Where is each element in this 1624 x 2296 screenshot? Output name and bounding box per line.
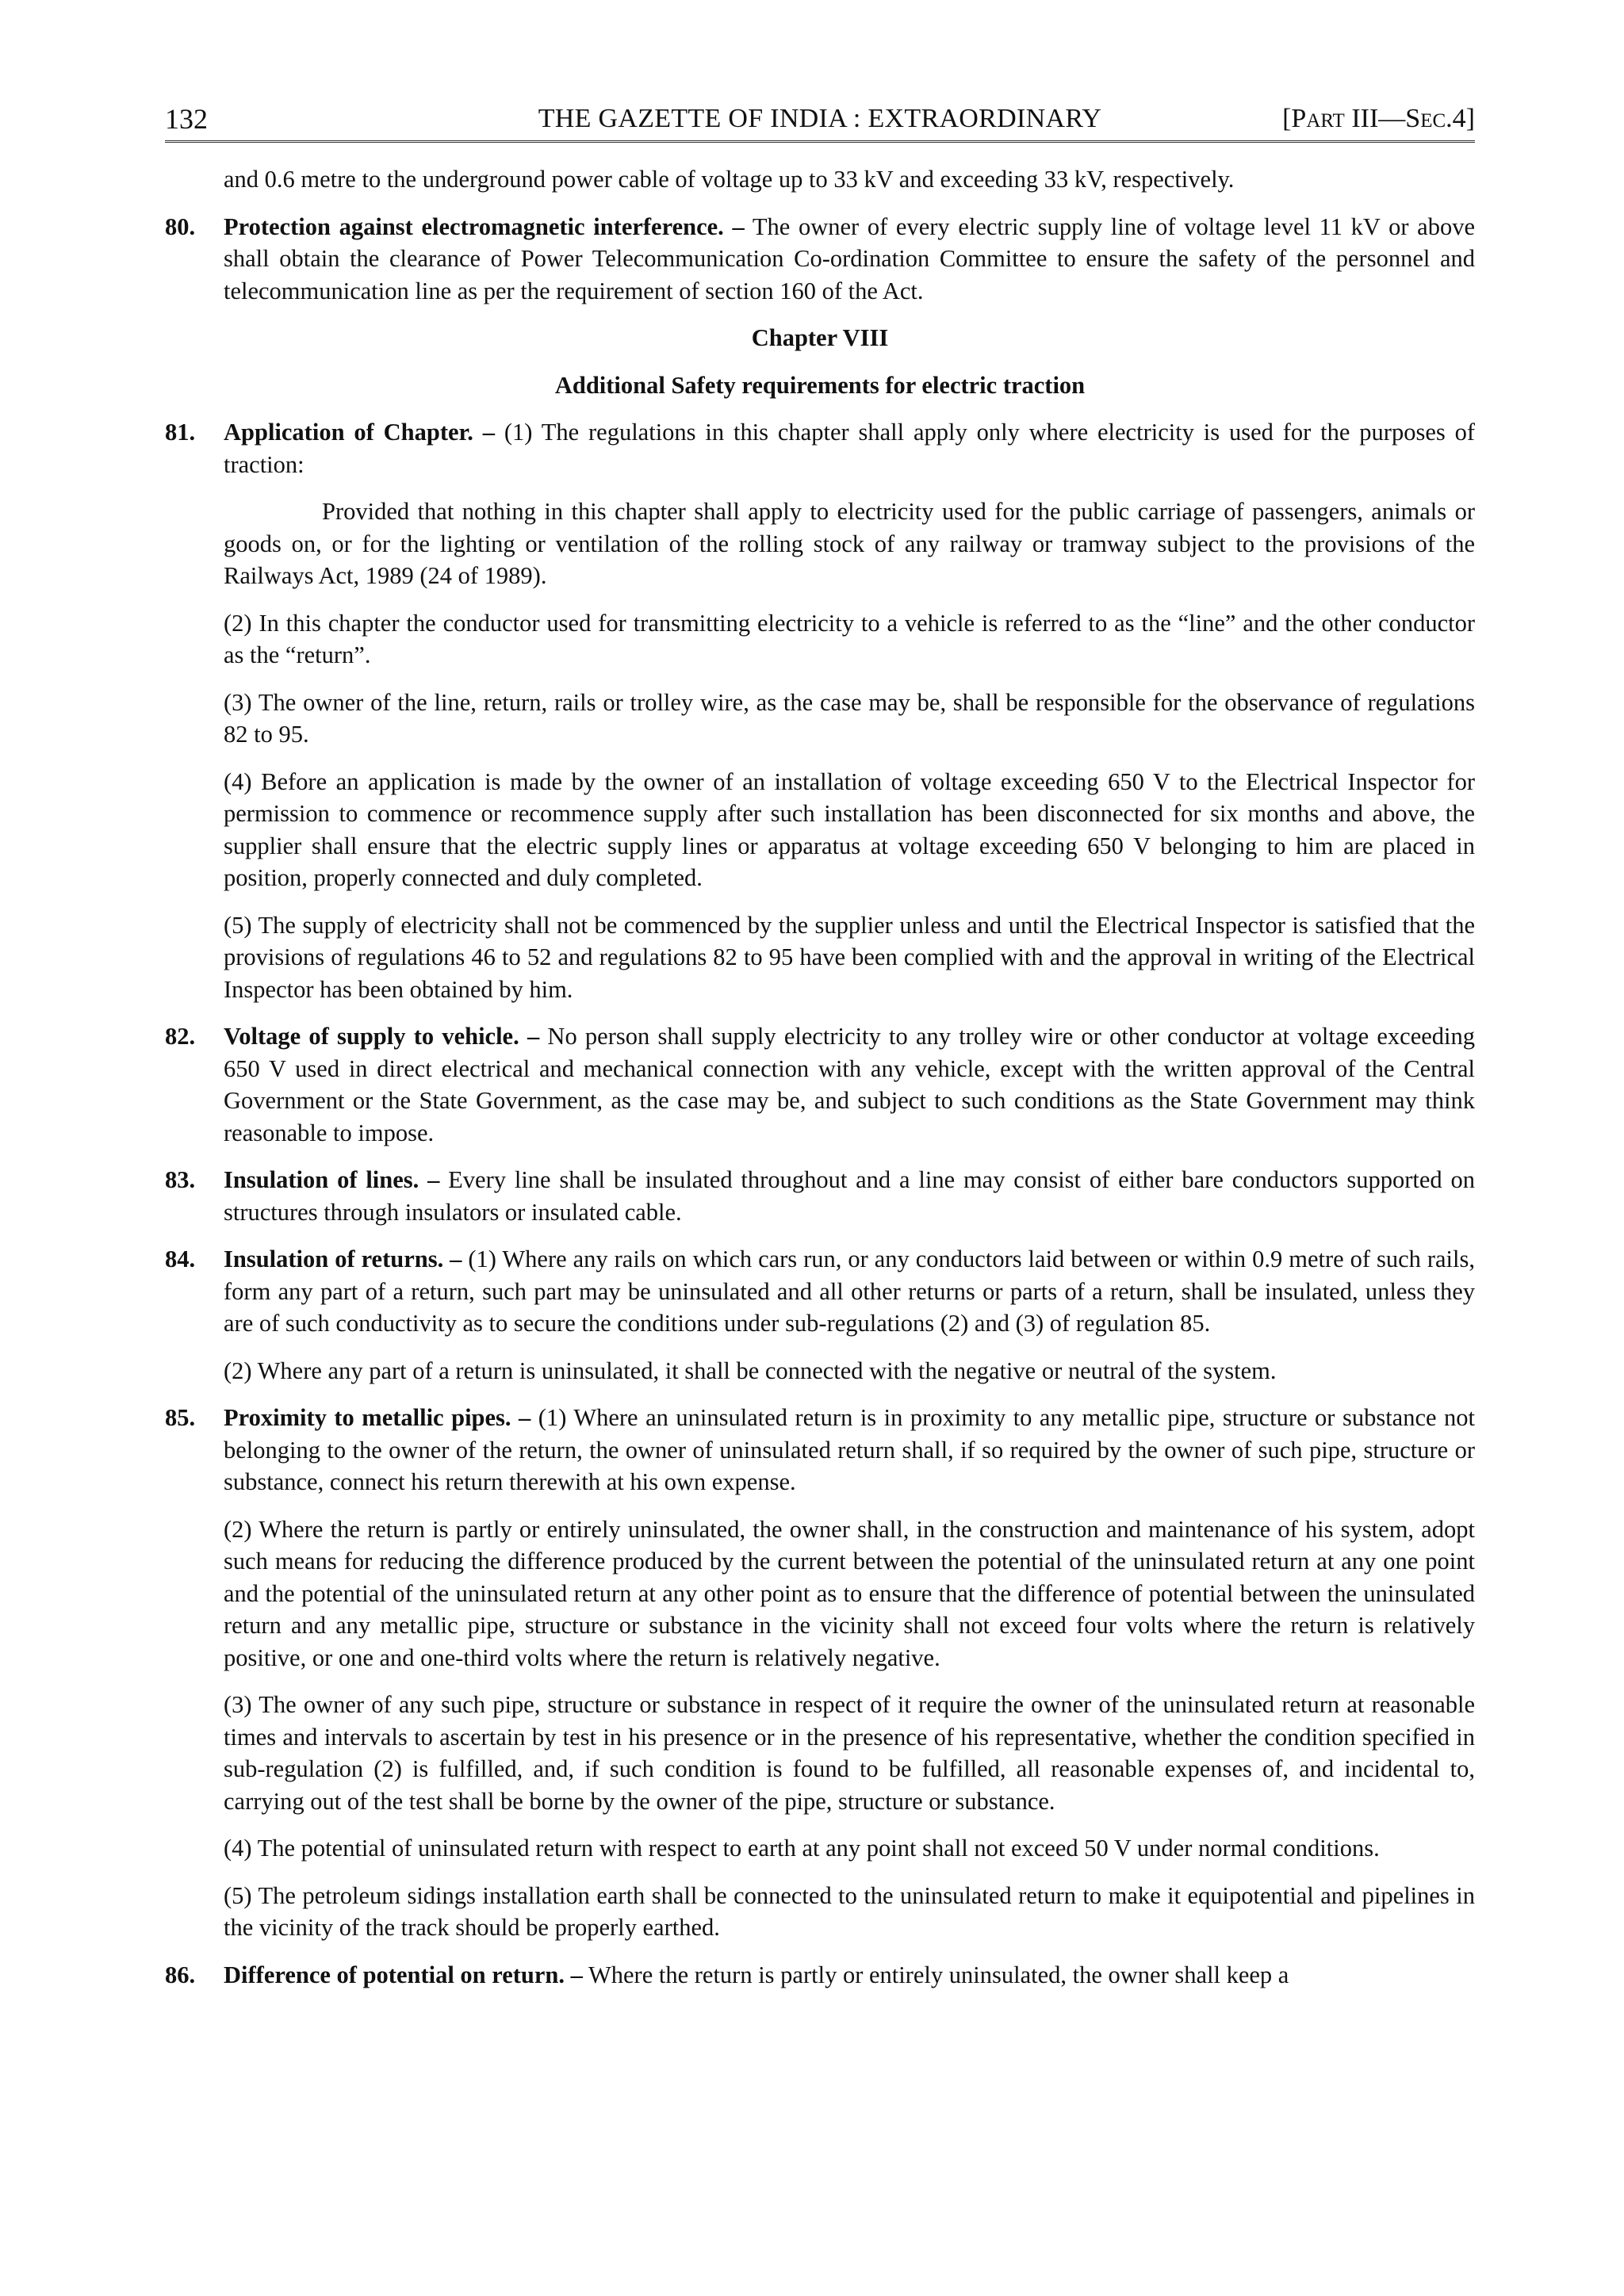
chapter-subtitle: Additional Safety requirements for electric traction xyxy=(554,371,1086,399)
regulation-text: Where the return is partly or entirely uninsulated, the owner shall keep a xyxy=(582,1961,1289,1988)
regulation-heading: Protection against electromagnetic interference. – xyxy=(224,212,745,240)
regulation-number: 86. xyxy=(165,1961,196,1988)
regulation-number: 83. xyxy=(165,1166,196,1193)
page-number: 132 xyxy=(165,103,208,135)
sub-regulation-85-4: (4) The potential of uninsulated return with respect to earth at any point shall not exceed 50 V under normal conditions. xyxy=(224,1835,1380,1862)
regulation-heading: Voltage of supply to vehicle. – xyxy=(224,1023,540,1050)
regulation-80 xyxy=(165,211,1475,308)
running-header xyxy=(165,98,1475,140)
regulation-number: 85. xyxy=(165,1404,196,1431)
regulation-number: 81. xyxy=(165,419,196,446)
regulation-82 xyxy=(165,1020,1475,1149)
proviso: Provided that nothing in this chapter shall apply to electricity used for the public carriage of passengers, animals or goods on, or for the lighting or ventilation of the rolling stock of any railway or tramway subject to the provisions of the Railways Act, 1989 (24 of 1989). xyxy=(224,498,1475,589)
regulation-84 xyxy=(165,1243,1475,1340)
sub-regulation-81-4: (4) Before an application is made by the owner of an installation of voltage exceeding 650 V to the Electrical Inspector for permission to commence or recommence supply after such installation has been disconnected for six months and above, the supplier shall ensure that the electric supply lines or apparatus at voltage exceeding 650 V belonging to him are placed in position, properly connected and duly completed. xyxy=(224,767,1475,891)
sub-regulation-81-3: (3) The owner of the line, return, rails or trolley wire, as the case may be, shall be responsible for the observance of regulations 82 to 95. xyxy=(224,688,1475,748)
regulation-heading: Proximity to metallic pipes. – xyxy=(224,1404,531,1431)
regulation-81 xyxy=(165,416,1475,480)
sub-regulation-85-5: (5) The petroleum sidings installation earth shall be connected to the uninsulated return to make it equipotential and pipelines in the vicinity of the track should be properly earthed. xyxy=(224,1881,1475,1941)
regulation-86 xyxy=(165,1959,1475,1992)
gazette-title: THE GAZETTE OF INDIA : EXTRAORDINARY xyxy=(538,104,1102,133)
sub-regulation-85-3: (3) The owner of any such pipe, structure or substance in respect of it require the owner of the uninsulated return at reasonable times and intervals to ascertain by test in his presence or in the presence of his representative, whether the condition specified in sub-regulation (2) is fulfilled, and, if such condition is found to be fulfilled, all reasonable expenses of, and incidental to, carrying out of the test shall be borne by the owner of the pipe, structure or substance. xyxy=(224,1691,1475,1815)
header-rule xyxy=(165,140,1475,143)
regulation-number: 84. xyxy=(165,1246,196,1272)
regulation-text: Every line shall be insulated throughout and a line may consist of either bare conductors supported on structures through insulators or insulated cable. xyxy=(224,1166,1475,1226)
regulation-text: (1) The regulations in this chapter shall apply only where electricity is used for the purposes of traction: xyxy=(224,419,1475,478)
regulation-heading: Difference of potential on return. – xyxy=(224,1961,583,1988)
sub-regulation-84-2: (2) Where any part of a return is uninsulated, it shall be connected with the negative or neutral of the system. xyxy=(224,1357,1277,1384)
chapter-title: Chapter VIII xyxy=(751,324,889,351)
regulation-heading: Insulation of returns. – xyxy=(224,1246,462,1272)
regulation-85 xyxy=(165,1402,1475,1498)
regulation-heading: Insulation of lines. – xyxy=(224,1166,440,1193)
sub-regulation-85-2: (2) Where the return is partly or entirely uninsulated, the owner shall, in the construction and maintenance of his system, adopt such means for reducing the difference produced by the current between the potential of the uninsulated return at any one point and the potential of the uninsulated return at any other point as to ensure that the difference of potential between the uninsulated return and any metallic pipe, structure or substance in the vicinity shall not exceed four volts where the return is relatively positive, or one and one-third volts where the return is relatively negative. xyxy=(224,1515,1475,1671)
sub-regulation-81-5: (5) The supply of electricity shall not be commenced by the supplier unless and until the Electrical Inspector is satisfied that the provisions of regulations 46 to 52 and regulations 82 to 95 have been complied with and the approval in writing of the Electrical Inspector has been obtained by him. xyxy=(224,911,1475,1003)
part-section-label: [PART III—SEC.4] xyxy=(1282,104,1475,133)
regulation-text: (1) Where an uninsulated return is in proximity to any metallic pipe, structure or substance not belonging to the owner of the return, the owner of uninsulated return shall, if so required by the owner of such pipe, structure or substance, connect his return therewith at his own expense. xyxy=(224,1404,1476,1495)
continued-paragraph: and 0.6 metre to the underground power cable of voltage up to 33 kV and exceeding 33 kV, respectively. xyxy=(224,166,1235,193)
sub-regulation-81-2: (2) In this chapter the conductor used for transmitting electricity to a vehicle is referred to as the “line” and the other conductor as the “return”. xyxy=(224,609,1475,668)
regulation-83 xyxy=(165,1164,1475,1228)
regulation-text: (1) Where any rails on which cars run, or any conductors laid between or within 0.9 metre of such rails, form any part of a return, such part may be uninsulated and all other returns or parts of a return, shall be insulated, unless they are of such conductivity as to secure the conditions under sub-regulations (2) and (3) of regulation 85. xyxy=(224,1246,1475,1337)
regulation-text: No person shall supply electricity to any trolley wire or other conductor at voltage exceeding 650 V used in direct electrical and mechanical connection with any vehicle, except with the written approval of the Central Government or the State Government, as the case may be, and subject to such conditions as the State Government may think reasonable to impose. xyxy=(224,1023,1475,1146)
regulation-heading: Application of Chapter. – xyxy=(224,419,496,446)
regulation-number: 80. xyxy=(165,212,196,240)
regulation-number: 82. xyxy=(165,1023,196,1050)
regulation-text: The owner of every electric supply line of voltage level 11 kV or above shall obtain the clearance of Power Telecommunication Co-ordination Committee to ensure the safety of the personnel and telecommunication line as per the requirement of section 160 of the Act. xyxy=(224,212,1475,304)
page-body xyxy=(165,163,1475,2006)
